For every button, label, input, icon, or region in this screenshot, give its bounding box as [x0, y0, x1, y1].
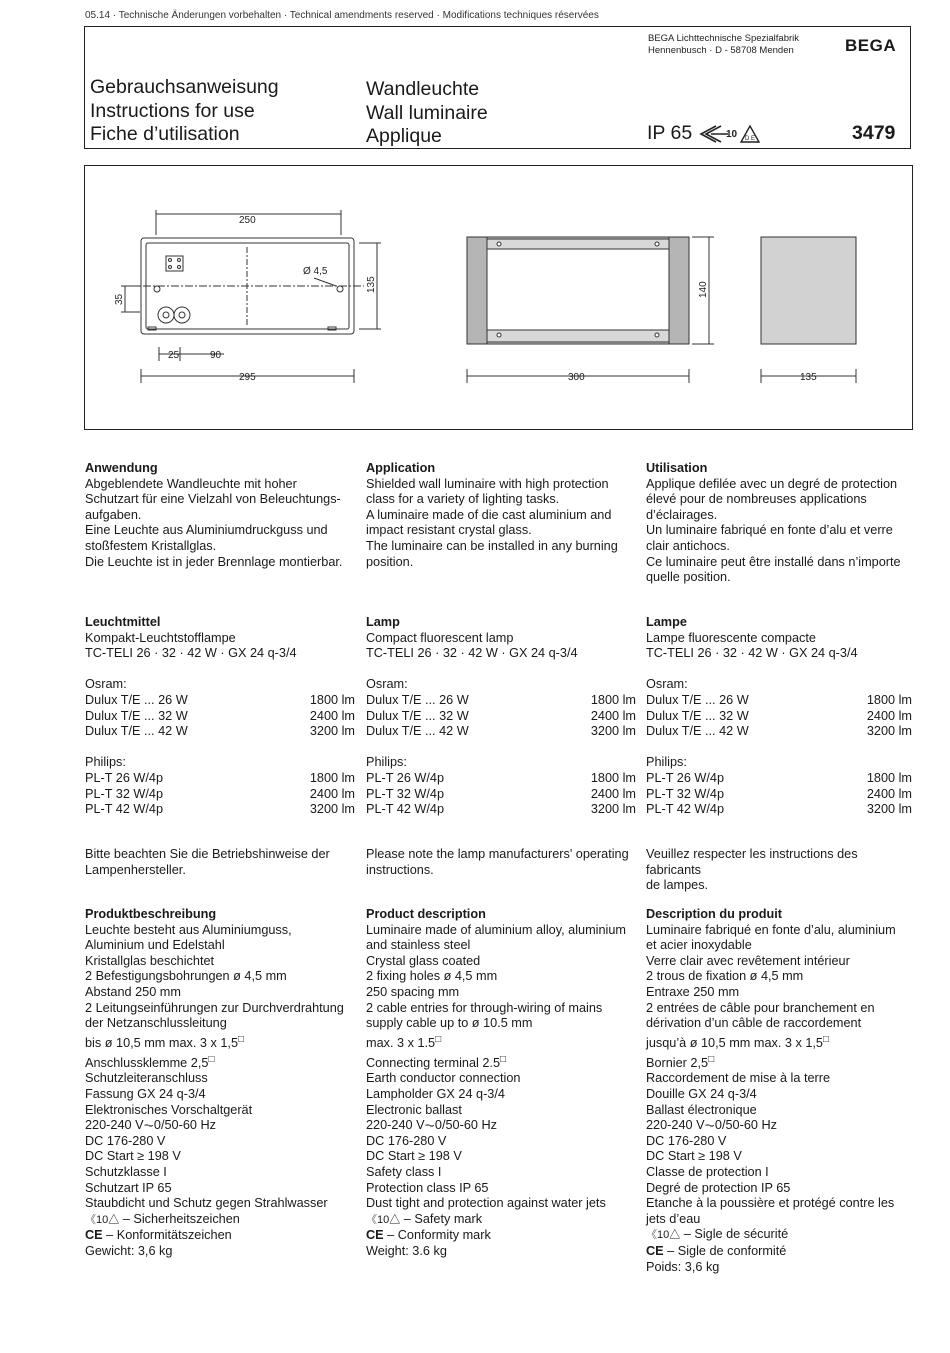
- application-section-de: [85, 461, 355, 570]
- safety-mark-small-icon: 《10△: [646, 1229, 681, 1242]
- dim-250: 250: [239, 215, 256, 226]
- app-line: Abgeblendete Wandleuchte mit hoher: [85, 476, 297, 491]
- philips-label: Philips:: [646, 755, 687, 770]
- product-line: 2 trous de fixation ø 4,5 mm: [646, 969, 804, 984]
- osram-row: Dulux T/E ... 26 W 1800 lm: [85, 692, 355, 707]
- product-line: Aluminium und Edelstahl: [85, 938, 225, 953]
- revision-note: 05.14 · Technische Änderungen vorbehalten · Technical amendments reserved · Modifications techniques réservées: [85, 10, 599, 21]
- note-section-de: [85, 847, 355, 878]
- osram-row: Dulux T/E ... 26 W 1800 lm: [646, 692, 912, 707]
- safety-mark-small-icon: 《10△: [366, 1213, 401, 1226]
- lamp-type: Kompakt-Leuchtstofflampe: [85, 630, 236, 645]
- osram-label: Osram:: [646, 677, 688, 692]
- product-number: 3479: [852, 122, 896, 144]
- product-name-fr: Applique: [366, 125, 442, 147]
- app-line: clair antichocs.: [646, 538, 730, 553]
- philips-row: PL-T 26 W/4p 1800 lm: [366, 770, 636, 785]
- osram-row: Dulux T/E ... 42 W 3200 lm: [85, 724, 355, 739]
- app-line: Shielded wall luminaire with high protection: [366, 476, 609, 491]
- dim-135-front: 135: [366, 276, 377, 293]
- product-line: Connecting terminal 2.5□: [366, 1053, 507, 1070]
- lamp-spec: TC-TELI 26 · 32 · 42 W · GX 24 q-3/4: [85, 646, 297, 661]
- application-section-en: [366, 461, 636, 570]
- document-title: [90, 76, 279, 147]
- product-line: DC Start ≥ 198 V: [85, 1149, 181, 1164]
- app-line: The luminaire can be installed in any burning: [366, 538, 618, 553]
- application-heading-fr: Utilisation: [646, 461, 708, 475]
- app-line: élevé pour de nombreuses applications: [646, 492, 867, 507]
- ce-mark-line: CE – Sigle de conformité: [646, 1243, 787, 1258]
- product-line: 2 fixing holes ø 4,5 mm: [366, 969, 498, 984]
- application-heading-en: Application: [366, 461, 436, 475]
- product-section-en: [366, 907, 636, 1260]
- osram-row: Dulux T/E ... 26 W 1800 lm: [366, 692, 636, 707]
- company-address: [648, 33, 799, 57]
- company-location: Hennenbusch · D - 58708 Menden: [648, 45, 794, 56]
- dim-90: 90: [210, 350, 222, 361]
- product-line: Etanche à la poussière et protégé contre les: [646, 1196, 895, 1211]
- osram-label: Osram:: [366, 677, 408, 692]
- philips-row: PL-T 42 W/4p 3200 lm: [646, 802, 912, 817]
- product-line: bis ø 10,5 mm max. 3 x 1,5□: [85, 1033, 245, 1050]
- product-heading-en: Product description: [366, 907, 486, 921]
- lamp-section-en: [366, 615, 636, 818]
- dim-300: 300: [568, 372, 585, 383]
- product-line: Dust tight and protection against water jets: [366, 1196, 606, 1211]
- lamp-section-de: [85, 615, 355, 818]
- note-section-en: [366, 847, 636, 878]
- app-line: d’éclairages.: [646, 507, 718, 522]
- product-line: Fassung GX 24 q-3/4: [85, 1087, 206, 1101]
- note-section-fr: [646, 847, 912, 894]
- product-line: DC 176-280 V: [366, 1133, 447, 1148]
- ip-rating-line: [647, 122, 760, 145]
- product-line: 220-240 V⏦0/50-60 Hz: [646, 1118, 777, 1133]
- product-line: et acier inoxydable: [646, 938, 752, 953]
- product-line: jusqu’à ø 10,5 mm max. 3 x 1,5□: [646, 1033, 830, 1050]
- product-line: 2 Befestigungsbohrungen ø 4,5 mm: [85, 969, 287, 984]
- svg-text:D E: D E: [745, 135, 756, 142]
- application-heading-de: Anwendung: [85, 461, 158, 475]
- product-line: DC Start ≥ 198 V: [646, 1149, 742, 1164]
- philips-row: PL-T 26 W/4p 1800 lm: [85, 770, 355, 785]
- note-line: Please note the lamp manufacturers' operating: [366, 847, 629, 861]
- product-line: Kristallglas beschichtet: [85, 953, 215, 968]
- safety-mark-line: 《10△ – Sigle de sécurité: [646, 1227, 789, 1242]
- app-line: impact resistant crystal glass.: [366, 523, 532, 538]
- product-line: max. 3 x 1.5□: [366, 1033, 442, 1050]
- company-name: BEGA Lichttechnische Spezialfabrik: [648, 33, 800, 44]
- product-line: Entraxe 250 mm: [646, 984, 740, 999]
- dim-140: 140: [698, 281, 709, 298]
- weight: Gewicht: 3,6 kg: [85, 1243, 173, 1258]
- product-line: 220-240 V⏦0/50-60 Hz: [85, 1118, 216, 1133]
- product-heading-fr: Description du produit: [646, 907, 783, 921]
- note-line: Bitte beachten Sie die Betriebshinweise der: [85, 847, 330, 861]
- product-line: Schutzklasse I: [85, 1164, 167, 1179]
- product-name-de: Wandleuchte: [366, 78, 480, 100]
- application-section-fr: [646, 461, 912, 586]
- product-line: DC Start ≥ 198 V: [366, 1149, 462, 1164]
- product-line: Ballast électronique: [646, 1102, 757, 1117]
- product-line: Elektronisches Vorschaltgerät: [85, 1102, 253, 1117]
- osram-row: Dulux T/E ... 32 W 2400 lm: [85, 708, 355, 723]
- product-section-de: [85, 907, 355, 1260]
- product-line: DC 176-280 V: [85, 1133, 166, 1148]
- product-line: Electronic ballast: [366, 1102, 462, 1117]
- brand-logo: BEGA: [845, 36, 897, 55]
- app-line: quelle position.: [646, 570, 731, 585]
- technical-drawing: [84, 165, 913, 430]
- dim-25: 25: [168, 350, 180, 361]
- dim-35: 35: [114, 293, 125, 305]
- lamp-heading-en: Lamp: [366, 615, 400, 629]
- product-line: Douille GX 24 q-3/4: [646, 1087, 757, 1101]
- doc-title-en: Instructions for use: [90, 99, 255, 122]
- lamp-type: Lampe fluorescente compacte: [646, 630, 816, 645]
- product-line: der Netzanschlussleitung: [85, 1016, 227, 1031]
- lamp-heading-fr: Lampe: [646, 615, 687, 629]
- ce-mark-icon: CE: [646, 1243, 664, 1258]
- product-line: Raccordement de mise à la terre: [646, 1071, 831, 1086]
- dim-295: 295: [239, 372, 256, 383]
- app-line: aufgaben.: [85, 507, 142, 522]
- product-line: Earth conductor connection: [366, 1071, 521, 1086]
- app-line: Applique defilée avec un degré de protection: [646, 476, 898, 491]
- product-line: Staubdicht und Schutz gegen Strahlwasser: [85, 1196, 328, 1211]
- product-title: [366, 78, 488, 149]
- dim-diameter: Ø 4,5: [303, 266, 328, 277]
- philips-row: PL-T 42 W/4p 3200 lm: [85, 802, 355, 817]
- product-line: Lampholder GX 24 q-3/4: [366, 1087, 505, 1101]
- product-line: Luminaire made of aluminium alloy, aluminium: [366, 922, 626, 937]
- product-name-en: Wall luminaire: [366, 101, 488, 124]
- product-line: Verre clair avec revêtement intérieur: [646, 953, 850, 968]
- note-line: Lampenhersteller.: [85, 862, 186, 877]
- product-line: dérivation d’un câble de raccordement: [646, 1016, 862, 1031]
- product-line: 2 entrées de câble pour branchement en: [646, 1000, 875, 1015]
- app-line: Die Leuchte ist in jeder Brennlage montierbar.: [85, 554, 343, 569]
- product-line: Protection class IP 65: [366, 1180, 489, 1195]
- safety-mark-line: 《10△ – Safety mark: [366, 1211, 483, 1226]
- lamp-type: Compact fluorescent lamp: [366, 630, 514, 645]
- app-line: Ce luminaire peut être installé dans n’importe: [646, 554, 901, 569]
- ip-rating: IP 65: [647, 122, 693, 144]
- doc-title-fr: Fiche d’utilisation: [90, 123, 240, 145]
- product-line: Luminaire fabriqué en fonte d’alu, aluminium: [646, 922, 896, 937]
- app-line: A luminaire made of die cast aluminium and: [366, 507, 612, 522]
- ce-mark-icon: CE: [366, 1228, 384, 1243]
- product-line: Bornier 2,5□: [646, 1053, 715, 1070]
- app-line: stoßfestem Kristallglas.: [85, 538, 217, 553]
- osram-label: Osram:: [85, 677, 127, 692]
- ce-mark-icon: CE: [85, 1228, 103, 1243]
- product-line: 2 cable entries for through-wiring of mains: [366, 1000, 603, 1015]
- app-line: Eine Leuchte aus Aluminiumdruckguss und: [85, 523, 328, 538]
- product-line: Degré de protection IP 65: [646, 1180, 791, 1195]
- lamp-section-fr: [646, 615, 912, 818]
- weight: Weight: 3.6 kg: [366, 1243, 447, 1258]
- safety-mark-number: 10: [726, 128, 738, 140]
- note-line: Veuillez respecter les instructions des fabricants: [646, 847, 858, 877]
- app-line: position.: [366, 554, 414, 569]
- philips-row: PL-T 32 W/4p 2400 lm: [366, 786, 636, 801]
- philips-row: PL-T 32 W/4p 2400 lm: [646, 786, 912, 801]
- lamp-heading-de: Leuchtmittel: [85, 615, 161, 629]
- app-line: Schutzart für eine Vielzahl von Beleuchtungs-: [85, 492, 341, 507]
- note-line: de lampes.: [646, 878, 709, 893]
- product-line: Leuchte besteht aus Aluminiumguss,: [85, 922, 292, 937]
- product-line: 250 spacing mm: [366, 984, 460, 999]
- lamp-spec: TC-TELI 26 · 32 · 42 W · GX 24 q-3/4: [366, 646, 578, 661]
- app-line: Un luminaire fabriqué en fonte d’alu et verre: [646, 523, 893, 538]
- product-line: supply cable up to ø 10.5 mm: [366, 1016, 533, 1031]
- doc-title-de: Gebrauchsanweisung: [90, 76, 279, 98]
- osram-row: Dulux T/E ... 42 W 3200 lm: [646, 724, 912, 739]
- osram-row: Dulux T/E ... 32 W 2400 lm: [646, 708, 912, 723]
- safety-mark-small-icon: 《10△: [85, 1213, 120, 1226]
- ce-mark-line: CE – Konformitätszeichen: [85, 1228, 232, 1243]
- osram-row: Dulux T/E ... 32 W 2400 lm: [366, 708, 636, 723]
- philips-row: PL-T 32 W/4p 2400 lm: [85, 786, 355, 801]
- philips-label: Philips:: [366, 755, 407, 770]
- product-line: jets d’eau: [646, 1211, 701, 1226]
- app-line: class for a variety of lighting tasks.: [366, 492, 560, 507]
- philips-row: PL-T 26 W/4p 1800 lm: [646, 770, 912, 785]
- product-section-fr: [646, 907, 912, 1275]
- product-line: Classe de protection I: [646, 1164, 769, 1179]
- product-line: 2 Leitungseinführungen zur Durchverdrahtung: [85, 1000, 344, 1015]
- product-line: Schutzleiteranschluss: [85, 1071, 208, 1086]
- product-line: DC 176-280 V: [646, 1133, 727, 1148]
- product-line: and stainless steel: [366, 938, 471, 953]
- osram-row: Dulux T/E ... 42 W 3200 lm: [366, 724, 636, 739]
- weight: Poids: 3,6 kg: [646, 1259, 720, 1274]
- product-line: Anschlussklemme 2,5□: [85, 1053, 215, 1070]
- product-line: Abstand 250 mm: [85, 984, 181, 999]
- product-heading-de: Produktbeschreibung: [85, 907, 217, 921]
- lamp-spec: TC-TELI 26 · 32 · 42 W · GX 24 q-3/4: [646, 646, 858, 661]
- philips-label: Philips:: [85, 755, 126, 770]
- product-line: Crystal glass coated: [366, 953, 481, 968]
- ce-mark-line: CE – Conformity mark: [366, 1228, 491, 1243]
- safety-mark-line: 《10△ – Sicherheitszeichen: [85, 1211, 240, 1226]
- dim-135-side: 135: [800, 372, 817, 383]
- product-line: 220-240 V⏦0/50-60 Hz: [366, 1118, 497, 1133]
- note-line: instructions.: [366, 862, 434, 877]
- safety-mark-icon: [698, 123, 760, 145]
- philips-row: PL-T 42 W/4p 3200 lm: [366, 802, 636, 817]
- product-line: Safety class I: [366, 1164, 442, 1179]
- product-line: Schutzart IP 65: [85, 1180, 172, 1195]
